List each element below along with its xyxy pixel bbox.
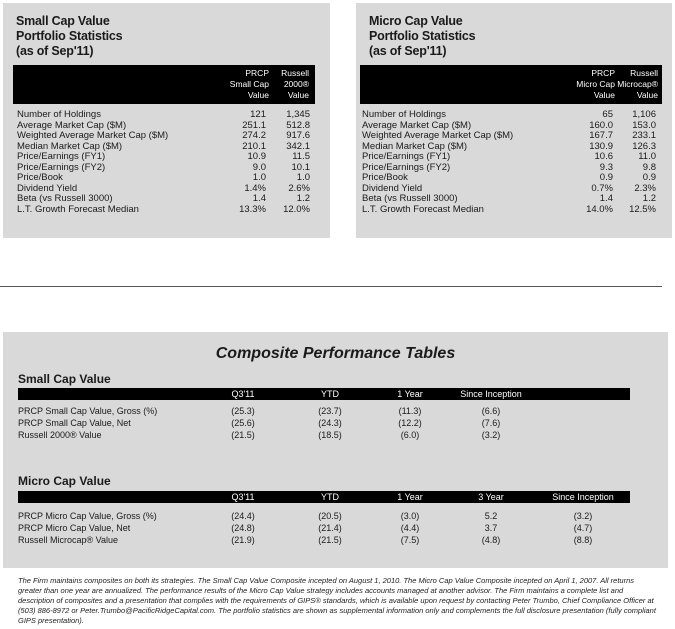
cell-value: (4.4) [400,523,420,533]
stat-label: Price/Book [17,172,63,183]
cell-value: (25.3) [231,406,255,416]
micro-cap-stats-header [360,65,662,104]
stat-value-russell: 1.2 [642,193,656,204]
stat-value-prcp: 10.6 [594,151,613,162]
table-row [18,430,630,441]
micro-stat-row [362,205,660,216]
stat-label: Price/Earnings (FY1) [362,151,451,162]
small-cap-table-header [18,388,630,400]
stat-value-russell: 12.0% [283,203,310,215]
stat-value-russell: 0.9 [642,172,656,183]
stat-value-prcp: 167.7 [589,130,613,141]
column-header: Q3'11 [231,389,255,399]
small-stat-row [17,131,313,142]
composite-performance-panel [3,332,668,568]
small-cap-stats-title: Small Cap Value Portfolio Statistics (as of Sep'11) [16,14,123,58]
stat-value-prcp: 121 [250,109,266,120]
stat-value-prcp: 160.0 [589,119,613,131]
micro-cap-table-header [18,491,630,503]
stat-value-russell: 1,345 [286,109,310,120]
column-header: YTD [321,389,339,399]
stat-value-russell: 11.0 [638,151,656,162]
cell-value: (3.2) [481,430,501,440]
small-stat-row [17,205,313,216]
stat-value-prcp: 13.3% [239,203,266,215]
stat-label: L.T. Growth Forecast Median [17,203,139,215]
stat-value-russell: 1.0 [296,172,310,183]
small-cap-stats-rows [17,110,313,215]
stat-value-prcp: 1.0 [252,172,266,183]
micro-cap-stats-title: Micro Cap Value Portfolio Statistics (as of Sep'11) [369,14,476,58]
stat-value-russell: 10.1 [291,161,310,173]
cell-value: (21.4) [318,523,342,533]
col-header-prcp-small: PRCP Small Cap Value [229,68,269,100]
cell-value: (21.5) [318,535,342,545]
stat-label: Price/Book [362,172,408,183]
row-label: Russell 2000® Value [18,430,102,440]
cell-value: (4.8) [481,535,501,545]
micro-stat-row [362,110,660,121]
micro-stat-row [362,173,660,184]
stat-label: Number of Holdings [362,109,446,120]
stat-label: Beta (vs Russell 3000) [362,193,458,204]
stat-value-russell: 1,106 [632,109,656,120]
stat-label: Weighted Average Market Cap ($M) [362,130,514,141]
column-header: Since Inception [552,492,614,502]
disclosure-footnote: The Firm maintains composites on both its strategies. The Small Cap Value Composite incepted on August 1, 2010. The Micro Cap Value Composite incepted on April 1, 2007. All returns greater than one year are annualized. The performance results of the Micro Cap Value strategy includes accounts managed at another advisor. The Firm maintains a complete list and description of composites and a presentation that complies with the requirements of GIPS® standards, which is available upon request by contacting Peter Trumbo, Chief Compliance Officer at (503) 886-8972 or Peter.Trumbo@PacificRidgeCapital.com. The portfolio statistics are shown as supplemental information only and complements the full disclosure presentation (fully compliant GIPS presentation). [18,576,656,625]
column-header: Since Inception [460,389,522,399]
micro-stat-row [362,194,660,205]
stat-label: Average Market Cap ($M) [362,119,472,131]
stat-value-prcp: 14.0% [586,203,613,215]
stat-value-russell: 342.1 [286,140,310,152]
stat-value-russell: 2.6% [288,182,310,194]
cell-value: (11.3) [398,406,422,416]
stat-value-prcp: 0.9 [599,172,613,183]
composite-title: Composite Performance Tables [215,345,456,362]
cell-value: (21.9) [231,535,255,545]
stat-label: Beta (vs Russell 3000) [17,193,113,204]
stat-value-russell: 512.8 [286,119,310,131]
table-row [18,418,630,429]
cell-value: (25.6) [231,418,255,428]
col-header-prcp-micro: PRCP Micro Cap Value [576,68,615,100]
small-cap-stats-header [13,65,315,104]
stat-value-prcp: 210.1 [242,140,266,152]
stat-value-prcp: 130.9 [589,140,613,152]
stat-value-russell: 12.5% [629,203,656,215]
cell-value: (23.7) [318,406,342,416]
section-divider [0,286,662,287]
stat-label: Median Market Cap ($M) [17,140,123,152]
cell-value: (3.0) [400,511,420,521]
stat-value-prcp: 1.4 [252,193,266,204]
stat-value-prcp: 274.2 [242,130,266,141]
row-label: PRCP Micro Cap Value, Gross (%) [18,511,157,521]
small-stat-row [17,194,313,205]
cell-value: (24.8) [231,523,255,533]
row-label: PRCP Small Cap Value, Net [18,418,131,428]
micro-stat-row [362,131,660,142]
column-header: 1 Year [397,492,423,502]
cell-value: 3.7 [484,523,498,533]
row-label: PRCP Micro Cap Value, Net [18,523,131,533]
column-header: YTD [321,492,339,502]
cell-value: (24.3) [318,418,342,428]
micro-cap-table-title: Micro Cap Value [18,474,111,488]
cell-value: 5.2 [484,511,498,521]
stat-label: Number of Holdings [17,109,101,120]
cell-value: (8.8) [573,535,593,545]
stat-label: Average Market Cap ($M) [17,119,127,131]
table-row [18,511,630,522]
micro-cap-stats-rows [362,110,660,215]
row-label: PRCP Small Cap Value, Gross (%) [18,406,158,416]
stat-value-prcp: 9.0 [252,161,266,173]
stat-value-prcp: 251.1 [242,119,266,131]
stat-value-prcp: 0.7% [591,182,613,194]
micro-stat-row [362,152,660,163]
cell-value: (7.5) [400,535,420,545]
stat-value-prcp: 65 [602,109,613,120]
small-cap-table-title: Small Cap Value [18,372,111,386]
cell-value: (12.2) [398,418,422,428]
cell-value: (6.6) [481,406,501,416]
cell-value: (21.5) [231,430,255,440]
stat-value-russell: 153.0 [632,119,656,131]
micro-cap-stats-panel [356,3,672,238]
column-header: Q3'11 [231,492,255,502]
small-stat-row [17,152,313,163]
stat-label: Price/Earnings (FY1) [17,151,106,162]
small-cap-stats-panel [3,3,330,238]
table-row [18,523,630,534]
cell-value: (24.4) [231,511,255,521]
stat-value-russell: 233.1 [632,130,656,141]
stat-label: Weighted Average Market Cap ($M) [17,130,169,141]
cell-value: (6.0) [400,430,420,440]
cell-value: (7.6) [481,418,501,428]
stat-label: Median Market Cap ($M) [362,140,468,152]
stat-label: L.T. Growth Forecast Median [362,203,484,215]
stat-label: Dividend Yield [17,182,78,194]
row-label: Russell Microcap® Value [18,535,119,545]
col-header-russell-2000: Russell 2000® Value [281,68,309,100]
column-header: 1 Year [397,389,423,399]
small-stat-row [17,110,313,121]
table-row [18,535,630,546]
cell-value: (3.2) [573,511,593,521]
small-stat-row [17,173,313,184]
column-header: 3 Year [478,492,504,502]
stat-label: Price/Earnings (FY2) [17,161,106,173]
stat-label: Price/Earnings (FY2) [362,161,451,173]
stat-value-russell: 917.6 [286,130,310,141]
cell-value: (18.5) [318,430,342,440]
stat-value-prcp: 10.9 [247,151,266,162]
stat-value-prcp: 1.4 [599,193,613,204]
cell-value: (4.7) [573,523,593,533]
table-row [18,406,630,417]
col-header-russell-microcap: Russell Microcap® Value [617,68,658,100]
stat-value-prcp: 9.3 [599,161,613,173]
stat-label: Dividend Yield [362,182,423,194]
stat-value-russell: 2.3% [634,182,656,194]
stat-value-russell: 9.8 [642,161,656,173]
stat-value-russell: 1.2 [296,193,310,204]
stat-value-russell: 11.5 [292,151,310,162]
cell-value: (20.5) [318,511,342,521]
stat-value-prcp: 1.4% [244,182,266,194]
stat-value-russell: 126.3 [632,140,656,152]
